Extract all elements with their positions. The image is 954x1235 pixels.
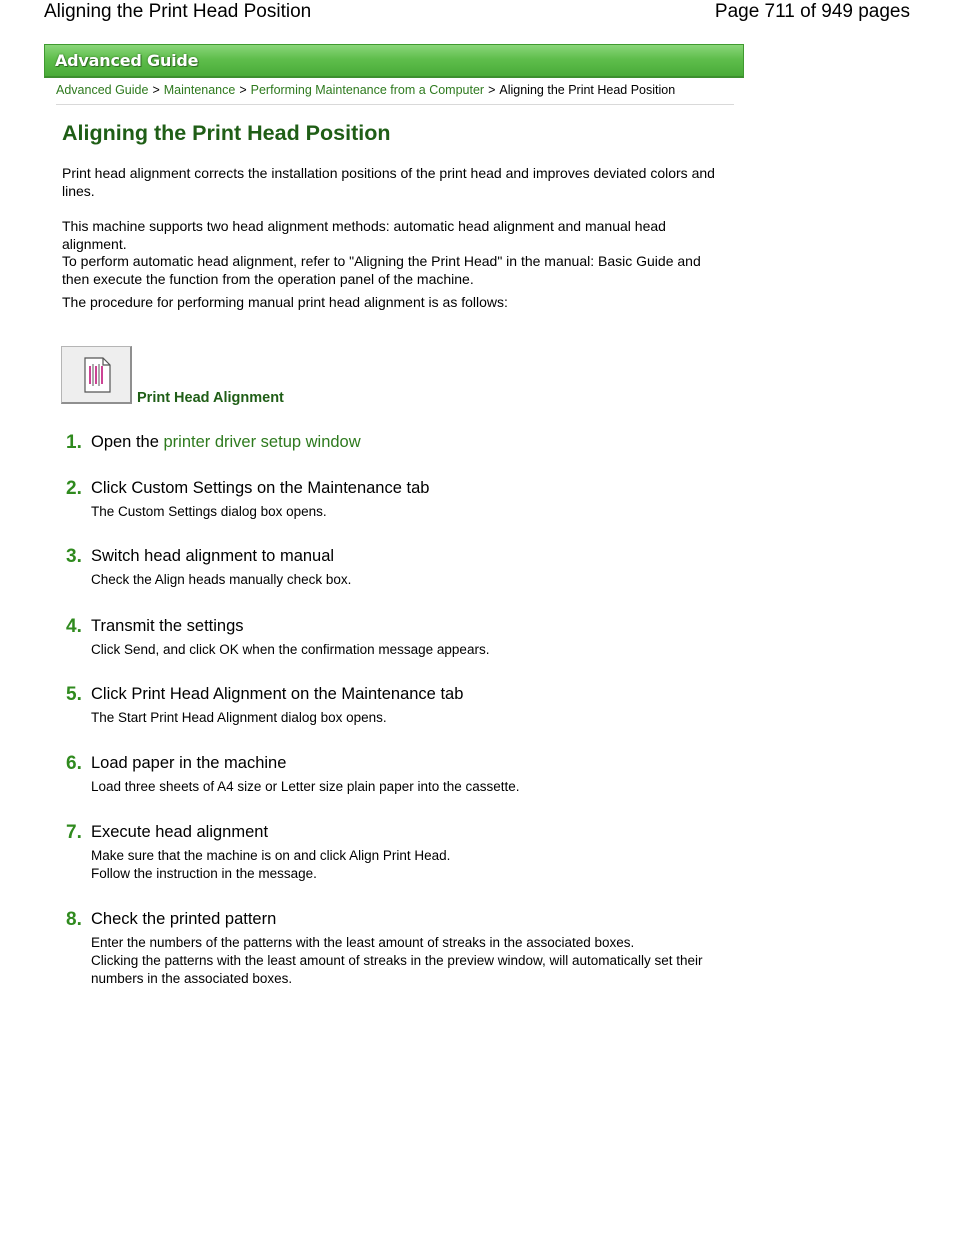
methods-paragraph: This machine supports two head alignment methods: automatic head alignment and manual head alignment. <box>62 218 666 252</box>
step-number: 8. <box>66 909 82 930</box>
step-description: Check the Align heads manually check box. <box>91 572 352 587</box>
breadcrumb-link-maintenance[interactable]: Maintenance <box>163 83 236 97</box>
page-number: Page 711 of 949 pages <box>714 1 910 22</box>
advanced-guide-banner <box>44 44 744 78</box>
step-description <box>91 934 711 988</box>
breadcrumb-separator: > <box>239 83 247 97</box>
step-number: 1. <box>66 432 82 453</box>
step-title: Check the printed pattern <box>91 910 277 928</box>
step-description: Load three sheets of A4 size or Letter size plain paper into the cassette. <box>91 779 520 794</box>
banner-label: Advanced Guide <box>55 51 199 70</box>
step-description <box>91 847 711 883</box>
step-description: The Custom Settings dialog box opens. <box>91 504 327 519</box>
breadcrumb-link-advanced-guide[interactable]: Advanced Guide <box>56 83 149 97</box>
step-description: The Start Print Head Alignment dialog box opens. <box>91 710 387 725</box>
step-number: 3. <box>66 546 82 567</box>
step-title <box>91 433 361 452</box>
step-description-line: Enter the numbers of the patterns with the least amount of streaks in the associated boxes. <box>91 935 635 950</box>
step-title-prefix: Open the <box>91 433 164 451</box>
breadcrumb-separator: > <box>488 83 496 97</box>
step-title: Switch head alignment to manual <box>91 547 335 565</box>
step-number: 2. <box>66 478 82 499</box>
breadcrumb <box>56 83 675 97</box>
step-description: Click Send, and click OK when the confirmation message appears. <box>91 642 490 657</box>
step-title: Transmit the settings <box>91 617 244 635</box>
intro-paragraph: Print head alignment corrects the installation positions of the print head and improves deviated colors and lines. <box>62 165 715 199</box>
step-description-line: Clicking the patterns with the least amount of streaks in the preview window, will automatically set their numbers in the associated boxes. <box>91 953 703 986</box>
step-number: 4. <box>66 616 82 637</box>
step-title: Click Print Head Alignment on the Maintenance tab <box>91 685 464 703</box>
step-title: Execute head alignment <box>91 823 269 841</box>
step-title: Click Custom Settings on the Maintenance tab <box>91 479 430 497</box>
printer-driver-setup-window-link[interactable]: printer driver setup window <box>163 433 361 451</box>
step-description-line: Make sure that the machine is on and click Align Print Head. <box>91 848 451 863</box>
breadcrumb-divider <box>56 104 734 105</box>
page-title: Aligning the Print Head Position <box>62 121 391 145</box>
step-description-line: Follow the instruction in the message. <box>91 866 317 881</box>
breadcrumb-link-performing-maintenance[interactable]: Performing Maintenance from a Computer <box>250 83 485 97</box>
step-title: Load paper in the machine <box>91 754 287 772</box>
step-number: 6. <box>66 753 82 774</box>
figure-caption: Print Head Alignment <box>137 390 284 406</box>
step-number: 7. <box>66 822 82 843</box>
breadcrumb-current: Aligning the Print Head Position <box>499 83 676 97</box>
document-title: Aligning the Print Head Position <box>44 1 312 22</box>
breadcrumb-separator: > <box>152 83 160 97</box>
procedure-intro-paragraph: The procedure for performing manual print head alignment is as follows: <box>62 294 508 310</box>
print-head-alignment-icon <box>61 346 132 404</box>
automatic-alignment-paragraph: To perform automatic head alignment, refer to "Aligning the Print Head" in the manual: Basic Guide and then execute the function from the operation panel of the machine. <box>62 253 701 287</box>
step-number: 5. <box>66 684 82 705</box>
